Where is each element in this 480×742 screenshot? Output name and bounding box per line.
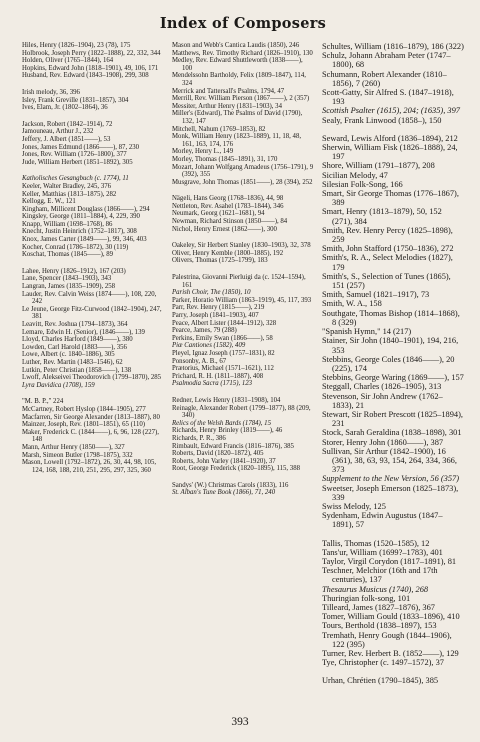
index-entry: Parr, Rev. Henry (1815——), 219 [172, 304, 265, 312]
index-entry: Sicilian Melody, 47 [322, 170, 388, 180]
index-entry: Monk, William Henry (1823–1889), 11, 18, 48, 161, 163, 174, 176 [172, 133, 302, 148]
index-entry: Kingsley, George (1811–1884), 4, 229, 390 [22, 213, 140, 221]
index-entry: Pleyel, Ignaz Joseph (1757–1831), 82 [172, 349, 275, 357]
index-entry: Miller's (Edward), The Psalms of David (1790), 132, 147 [172, 110, 303, 125]
index-entry: Parry, Joseph (1841–1903), 407 [172, 312, 259, 319]
index-entry: Tye, Christopher (c. 1497–1572), 37 [322, 658, 444, 668]
index-entry: Jude, William Herbert (1851–1892), 305 [22, 158, 133, 166]
index-entry: Morley, Henry L., 149 [172, 148, 234, 156]
index-entry: Smith, Rev. Henry Percy (1825–1898), 259 [322, 225, 453, 245]
index-entry: Merrill, Rev. William Pierson (1867——), 2 (357) [172, 95, 310, 103]
index-entry: Nägeli, Hans Georg (1768–1836), 44, 98 [172, 195, 284, 203]
index-entry: Taylor, Virgil Corydon (1817–1891), 81 [322, 556, 457, 566]
index-entry: Lowden, Carl Harold (1883——), 356 [22, 343, 127, 351]
index-entry: Schulz, Johann Abraham Peter (1747–1800), 68 [322, 51, 451, 70]
index-entry: Stainer, Sir John (1840–1901), 194, 216, 353 [322, 336, 459, 355]
section-gap [322, 125, 464, 134]
index-entry: Storer, Henry John (1860——), 387 [322, 437, 444, 447]
index-entry: Urhan, Chrétien (1790–1845), 385 [322, 676, 439, 686]
index-entry: Redner, Lewis Henry (1831–1908), 104 [172, 396, 281, 404]
index-entry: Lemare, Edwin H. (Senior), (1846——), 139 [22, 328, 145, 336]
index-entry: Mozart, Johann Wolfgang Amadeus (1756–1791), 9 (392), 355 [172, 163, 314, 179]
index-entry: Steggall, Charles (1826–1905), 313 [322, 382, 442, 392]
index-entry: "Spanish Hymn," 14 (217) [322, 327, 412, 337]
index-entry: Neumark, Georg (1621–1681), 94 [172, 210, 265, 218]
index-entry: Seward, Lewis Alford (1836–1894), 212 [322, 133, 458, 143]
page-number: 393 [231, 716, 249, 728]
index-entry: Katholisches Gesangbuch (c. 1774), 11 [22, 175, 129, 183]
index-entry: Thuringian folk-song, 101 [322, 593, 411, 603]
index-entry: Le Jeune, George Fitz-Curwood (1842–1904), 247, 381 [22, 305, 162, 321]
page-title: Index of Composers [159, 15, 327, 32]
index-entry: Hopkins, Edward John (1818–1901), 49, 106, 171 [22, 64, 159, 72]
index-entry: Reinagle, Alexander Robert (1799–1877), 88 (209, 340) [172, 404, 311, 420]
index-entry: Parker, Horatio William (1863–1919), 45, 117, 393 [172, 296, 312, 304]
index-entry: Tilleard, James (1827–1876), 367 [322, 602, 435, 612]
index-entry: Lauder, Rev. Calvin Weiss (1874——), 108, 220, 242 [22, 290, 157, 306]
index-entry: Maker, Frederick C. (1844——), 6, 96, 128 (227), 148 [22, 428, 159, 444]
index-entry: Koschat, Thomas (1845——), 89 [22, 251, 114, 259]
index-entry: Smart, Henry (1813–1879), 50, 152 (271), 384 [322, 207, 442, 226]
index-entry: Sullivan, Sir Arthur (1842–1900), 16 (361), 38, 63, 93, 154, 264, 334, 366, 373 [322, 446, 457, 475]
index-entry: Ives, Elam, Jr. (1802–1864), 36 [22, 104, 108, 112]
index-entry: Kingham, Millicent Douglass (1866——), 294 [22, 205, 150, 213]
index-entry: Smart, Sir George Thomas (1776–1867), 389 [322, 189, 459, 208]
index-entry: Irish melody, 36, 396 [22, 88, 80, 96]
index-entry: Marsh, Simeon Butler (1798–1875), 332 [22, 451, 133, 459]
index-entry: Mann, Arthur Henry (1850——), 327 [22, 443, 125, 451]
section-gap [322, 667, 464, 676]
index-entry: Parish Choir, The (1850), 10 [172, 289, 251, 297]
index-entry: Stock, Sarah Geraldina (1838–1898), 301 [322, 428, 462, 438]
index-entry: Husband, Rev. Edward (1843–1908), 299, 308 [22, 72, 149, 80]
index-column-1 [22, 42, 164, 686]
index-entry: Mendelssohn Bartholdy, Felix (1809–1847), 114, 324 [172, 72, 306, 87]
index-entry: Lahee, Henry (1826–1912), 167 (203) [22, 267, 126, 275]
index-entry: Mitchell, Nahum (1769–1853), 82 [172, 125, 266, 133]
index-entry: Prichard, R. H. (1811–1887), 408 [172, 372, 264, 380]
index-column-3 [322, 42, 464, 686]
index-entry: Turner, Rev. Herbert B. (1852——), 129 [322, 649, 459, 658]
index-entry: Stebbins, George Waring (1869——), 157 [322, 373, 464, 383]
index-entry: Teschner, Melchior (16th and 17th centuries), 137 [322, 566, 438, 585]
index-entry: Messiter, Arthur Henry (1831–1903), 34 [172, 102, 282, 110]
index-entry: Thesaurus Musicus (1740), 268 [322, 584, 429, 594]
index-entry: Jamouneau, Arthur J., 232 [22, 128, 94, 136]
index-entry: Sweetser, Joseph Emerson (1825–1873), 339 [322, 483, 459, 502]
index-entry: Merrick and Tattersall's Psalms, 1794, 47 [172, 87, 285, 95]
index-entry: Schultes, William (1816–1879), 186 (322) [322, 42, 464, 51]
index-entry: Stebbins, George Coles (1846——), 20 (225), 174 [322, 354, 455, 373]
section-gap [172, 388, 314, 397]
index-entry: Jackson, Robert (1842–1914), 72 [22, 120, 113, 128]
index-entry: Knecht, Justin Heinrich (1752–1817), 308 [22, 228, 137, 236]
index-entry: Scottish Psalter (1615), 204; (1635), 397 [322, 106, 460, 116]
index-columns [22, 42, 464, 686]
index-entry: Nichol, Henry Ernest (1862——), 300 [172, 225, 277, 233]
index-entry: Matthews, Rev. Timothy Richard (1826–1910), 130 [172, 49, 313, 57]
index-entry: Tours, Berthold (1838–1897), 153 [322, 621, 437, 631]
index-entry: Morley, Thomas (1845–1891), 31, 170 [172, 155, 278, 163]
index-entry: Luther, Rev. Martin (1483–1546), 62 [22, 358, 123, 366]
index-entry: Sherwin, William Fisk (1826–1888), 24, 197 [322, 143, 458, 162]
section-gap [322, 530, 464, 539]
index-entry: Knapp, William (1698–1768), 86 [22, 220, 113, 228]
index-entry: Newman, Richard Stinson (1850——), 84 [172, 218, 288, 226]
section-gap [172, 265, 314, 274]
section-gap [22, 166, 164, 175]
index-entry: Keeler, Walter Bradley, 245, 376 [22, 182, 112, 190]
index-entry: Jones, Rev. William (1726–1800), 377 [22, 151, 127, 159]
index-entry: Musgrave, John Thomas (1851——), 28 (394), 252 [172, 178, 313, 186]
index-entry: Leavitt, Rev. Joshua (1794–1873), 364 [22, 321, 128, 328]
index-entry: Root, George Frederick (1820–1895), 115, 388 [172, 465, 300, 473]
index-entry: Tans'ur, William (1699?–1783), 401 [322, 547, 443, 557]
index-entry: Holden, Oliver (1765–1844), 164 [22, 57, 114, 65]
index-entry: Scott-Gatty, Sir Alfred S. (1847–1918), 193 [322, 88, 454, 107]
section-gap [22, 259, 164, 268]
index-entry: Pearce, James, 79 (288) [172, 327, 237, 335]
index-entry: Silesian Folk-Song, 166 [322, 179, 403, 189]
section-gap [22, 112, 164, 121]
index-entry: Kocher, Conrad (1786–1872), 30 (119) [22, 243, 129, 251]
index-entry: Macfarren, Sir George Alexander (1813–1887), 80 [22, 413, 160, 421]
index-entry: Palestrina, Giovanni Pierluigi da (c. 1524–1594), 161 [172, 274, 306, 289]
index-entry: Lwoff, Alekseivei Theodorovich (1799–1870), 285 [22, 374, 162, 382]
index-entry: Ponsonby, A. B., 67 [172, 357, 227, 365]
index-entry: Sandys' (W.) Christmas Carols (1833), 116 [172, 481, 289, 489]
index-entry: Isley, Frank Greville (1831–1857), 304 [22, 96, 129, 104]
index-entry: Piæ Cantiones (1582), 409 [172, 342, 246, 350]
index-entry: "M. B. P.," 224 [22, 398, 64, 406]
index-entry: Langran, James (1835–1909), 258 [22, 283, 116, 291]
index-entry: Oakeley, Sir Herbert Stanley (1830–1903), 32, 378 [172, 242, 311, 250]
section-gap [22, 80, 164, 89]
index-entry: St. Alban's Tune Book (1866), 71, 240 [172, 489, 276, 497]
index-entry: Rimbault, Edward Francis (1816–1876), 385 [172, 442, 294, 450]
section-gap [22, 389, 164, 398]
index-entry: Southgate, Thomas Bishop (1814–1868), 8 (329) [322, 308, 460, 327]
index-entry: Tomer, William Gould (1833–1896), 410 [322, 612, 460, 622]
index-entry: Tremhath, Henry Gough (1844–1906), 122 (395) [322, 630, 452, 649]
index-entry: Roberts, John Varley (1841–1920), 37 [172, 457, 276, 465]
index-entry: Hiles, Henry (1826–1904), 23 (78), 175 [22, 42, 131, 49]
index-entry: Prætorius, Michael (1571–1621), 112 [172, 365, 274, 373]
section-gap [172, 233, 314, 242]
index-entry: Roberts, David (1820–1872), 405 [172, 450, 264, 458]
index-column-2 [172, 42, 314, 686]
index-entry: Stevenson, Sir John Andrew (1762–1833), 21 [322, 391, 443, 410]
index-entry: Sealy, Frank Linwood (1858–), 150 [322, 115, 442, 125]
index-entry: Lowe, Albert (c. 1840–1886), 305 [22, 351, 115, 359]
index-entry: Smith, W. A., 158 [322, 299, 382, 309]
index-entry: Jones, James Edmund (1866——), 87, 230 [22, 143, 140, 151]
index-entry: Swiss Melody, 125 [322, 501, 386, 511]
section-gap [172, 473, 314, 482]
index-entry: Smith, Samuel (1821–1917), 73 [322, 290, 430, 300]
index-entry: Peace, Albert Lister (1844–1912), 328 [172, 319, 277, 327]
index-entry: Olivers, Thomas (1725–1799), 183 [172, 257, 268, 265]
index-entry: Mason and Webb's Cantica Laudis (1850), 246 [172, 42, 300, 49]
index-entry: Keller, Matthias (1813–1875), 282 [22, 190, 117, 198]
index-entry: Psalmodia Sacra (1715), 123 [172, 380, 253, 388]
section-gap [172, 186, 314, 195]
index-entry: Lutkin, Peter Christian (1858——), 138 [22, 366, 132, 374]
index-entry: Stewart, Sir Robert Prescott (1825–1894), 231 [322, 409, 463, 429]
index-entry: Lyra Davidica (1708), 159 [22, 381, 95, 389]
index-entry: Smith's, R. A., Select Melodies (1827), 179 [322, 253, 453, 272]
index-entry: Jeffery, J. Albert (1851——), 53 [22, 135, 111, 143]
index-entry: Mason, Lowell (1792–1872), 26, 30, 44, 98, 105, 124, 168, 188, 210, 251, 295, 297, 325, 360 [22, 459, 157, 474]
index-entry: Smith, John Stafford (1750–1836), 272 [322, 244, 454, 254]
index-entry: Nettleton, Rev. Asahel (1783–1844), 346 [172, 202, 284, 210]
index-entry: Relics of the Welsh Bards (1784), 15 [172, 419, 271, 427]
index-entry: Supplement to the New Version, 56 (357) [322, 474, 460, 484]
index-entry: Smith's, S., Selection of Tunes (1865), 151 (257) [322, 271, 451, 291]
index-entry: Oliver, Henry Kemble (1800–1885), 192 [172, 249, 284, 257]
index-entry: Shore, William (1791–1877), 208 [322, 161, 435, 171]
index-entry: Schumann, Robert Alexander (1810–1856), 7 (260) [322, 69, 447, 88]
index-entry: Perkins, Emily Swan (1866——), 58 [172, 334, 273, 342]
index-entry: Tallis, Thomas (1520–1585), 12 [322, 538, 430, 548]
index-entry: Sydenham, Edwin Augustus (1847–1891), 57 [322, 511, 443, 530]
index-entry: Lane, Spencer (1843–1903), 343 [22, 275, 112, 283]
index-entry: McCartney, Robert Hyslop (1844–1905), 277 [22, 405, 146, 413]
index-entry: Knox, James Carter (1849——), 99, 346, 403 [22, 236, 147, 244]
index-entry: Holbrook, Joseph Perry (1822–1888), 22, 332, 344 [22, 49, 161, 57]
index-entry: Richards, P. R., 386 [172, 434, 226, 442]
index-entry: Mainzer, Joseph, Rev. (1801–1851), 65 (110) [22, 421, 146, 429]
index-entry: Lloyd, Charles Harford (1849——), 380 [22, 336, 133, 344]
index-entry: Medley, Rev. Edward Shuttleworth (1838——), 100 [172, 57, 303, 72]
index-entry: Kellogg, E. W., 121 [22, 198, 76, 206]
index-entry: Richards, Henry Brinley (1819——), 46 [172, 427, 283, 435]
